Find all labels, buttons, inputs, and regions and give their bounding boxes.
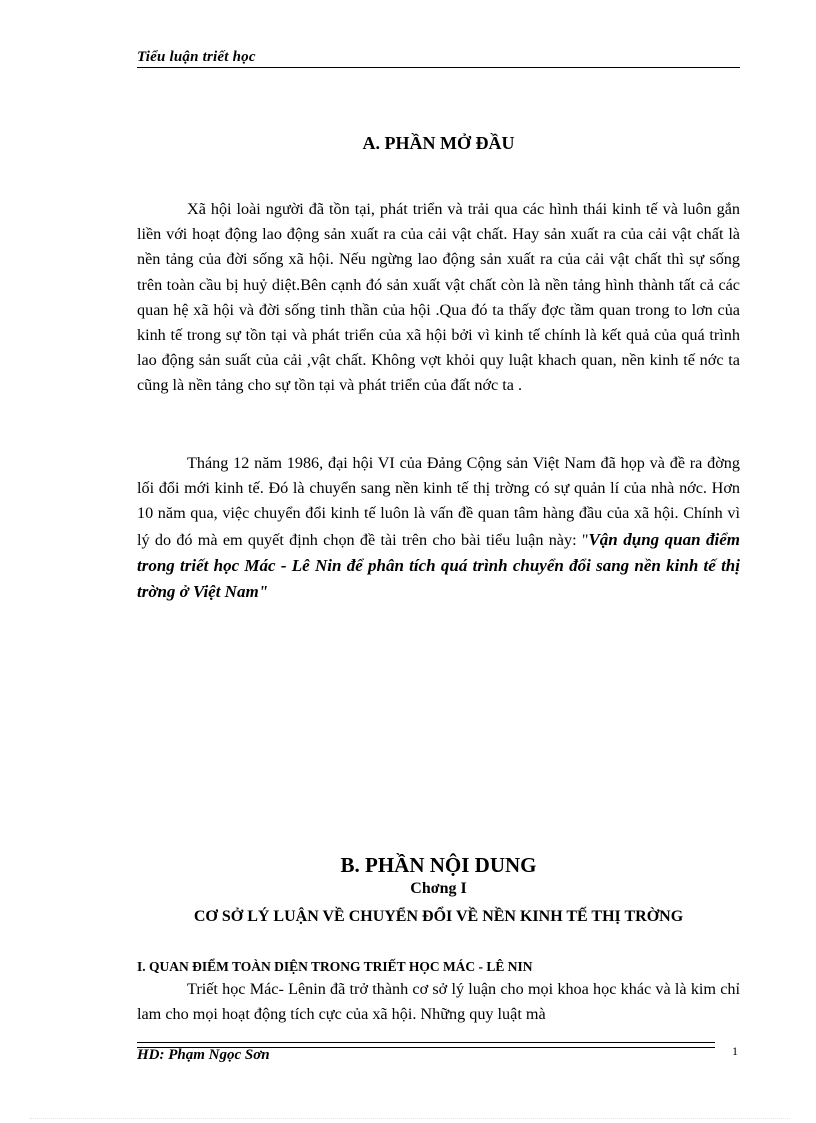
intro-paragraph-1 xyxy=(137,197,740,399)
running-title: Tiểu luận triết học xyxy=(137,49,256,65)
content-paragraph-text: Triết học Mác- Lênin đã trở thành cơ sở lý luận cho mọi khoa học khác và là kim chỉ lam cho mọi hoạt động tích cực của xã hội. Những quy luật mà xyxy=(137,980,740,1024)
page-number: 1 xyxy=(732,1044,738,1058)
running-header xyxy=(137,48,740,68)
essay-topic-title: Vận dụng quan điểm trong triết học Mác - Lê Nin để phân tích quá trình chuyển đổi sang nền kinh tế thị trờng ở Việt Nam" xyxy=(137,529,740,602)
intro-paragraph-2 xyxy=(137,451,740,605)
part-b-heading: B. PHẦN NỘI DUNG xyxy=(340,853,537,877)
part-a-heading: A. PHẦN MỞ ĐẦU xyxy=(362,133,515,153)
page-bottom-dotted-line xyxy=(30,1118,790,1119)
chapter-label: Chơng I xyxy=(410,880,467,897)
content-paragraph xyxy=(137,977,740,1027)
intro-paragraph-2-text: Tháng 12 năm 1986, đại hội VI của Đảng Cộng sản Việt Nam đã họp và đề ra đờng lối đổi mới kinh tế. Đó là chuyển sang nền kinh tế thị trờng có sự quản lí của nhà nớc. Hơn 10 năm qua, việc chuyển đổi kinh tế luôn là vấn đề quan tâm hàng đầu của xã hội. Chính vì lý do đó mà em quyết định chọn đề tài trên cho bài tiểu luận này: " xyxy=(137,454,740,549)
intro-paragraph-1-text: Xã hội loài người đã tồn tại, phát triển và trải qua các hình thái kinh tế và luôn gắn liền với hoạt động lao động sản xuất ra của cải vật chất. Hay sản xuất ra của cải vật chất là nền tảng của đời sống xã hội. Nếu ngừng lao động sản xuất ra của cải vật chất thì sự sống trên toàn cầu bị huỷ diệt.Bên cạnh đó sản xuất vật chất còn là nền tảng hình thành tất cả các quan hệ xã hội và đời sống tinh thần của hội .Qua đó ta thấy đợc tầm quan trong to lơn của kinh tế trong sự tồn tại và phát triển của xã hội bởi vì kinh tế chính là kết quả của quá trình lao động sản suất của cải ,vật chất. Không vợt khỏi quy luật khach quan, nền kinh tế nớc ta cũng là nền tảng cho sự tồn tại và phát triển của đất nớc ta . xyxy=(137,200,740,395)
chapter-title: CƠ SỞ LÝ LUẬN VỀ CHUYỂN ĐỔI VỀ NỀN KINH TẾ THỊ TRỜNG xyxy=(193,908,684,925)
section-title: I. QUAN ĐIỂM TOÀN DIỆN TRONG TRIẾT HỌC MÁC - LÊ NIN xyxy=(137,959,533,974)
footer-author: HD: Phạm Ngọc Sơn xyxy=(137,1047,270,1063)
